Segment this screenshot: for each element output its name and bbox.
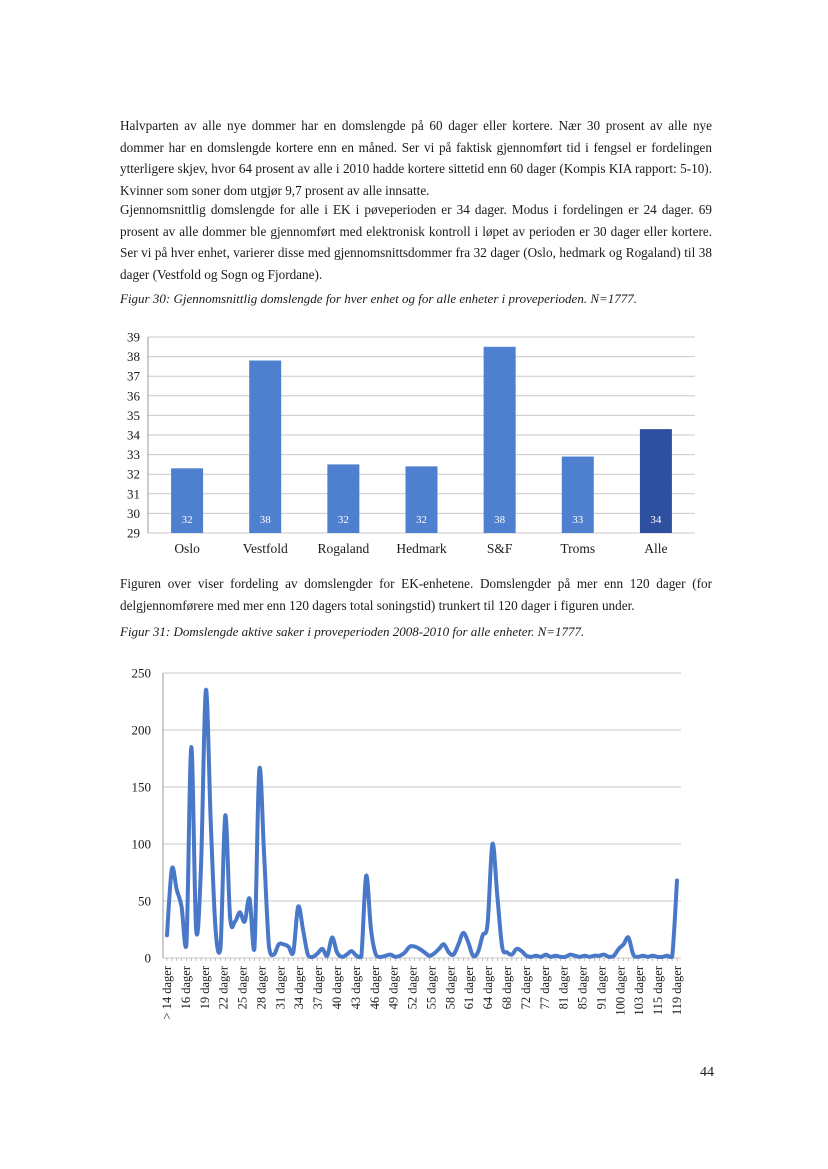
line-data-point <box>569 954 571 956</box>
line-data-point <box>385 955 387 957</box>
line-data-point <box>200 866 202 868</box>
line-data-point <box>467 941 469 943</box>
line-data-point <box>574 955 576 957</box>
figure-30-caption: Figur 30: Gjennomsnittlig domslengde for hver enhet og for alle enheter i proveperioden. N=1777. <box>120 291 638 306</box>
line-data-point <box>186 944 188 946</box>
line-data-point <box>317 953 319 955</box>
line-data-point <box>190 746 192 748</box>
line-x-tick-label: 115 dager <box>651 966 666 1016</box>
line-data-point <box>394 956 396 958</box>
line-y-tick-label: 200 <box>131 722 151 738</box>
line-data-point <box>224 815 226 817</box>
line-data-point <box>195 929 197 931</box>
line-data-point <box>326 955 328 957</box>
line-data-point <box>220 948 222 950</box>
line-data-point <box>676 880 678 882</box>
line-data-point <box>399 955 401 957</box>
bar-data-label: 32 <box>181 514 193 526</box>
line-data-point <box>540 956 542 958</box>
line-data-point <box>370 929 372 931</box>
bar-y-tick-label: 32 <box>127 466 140 482</box>
line-data-point <box>632 954 634 956</box>
bar-data-label: 38 <box>494 514 506 526</box>
line-data-point <box>545 954 547 956</box>
bar-y-tick-label: 38 <box>127 349 140 365</box>
bar-y-tick-label: 35 <box>127 407 140 423</box>
line-data-point <box>560 956 562 958</box>
line-x-tick-label: 25 dager <box>235 966 250 1010</box>
line-data-point <box>496 895 498 897</box>
line-data-point <box>360 956 362 958</box>
line-data-point <box>404 952 406 954</box>
bar-y-tick-label: 29 <box>127 525 140 541</box>
bar-y-tick-label: 37 <box>127 368 140 384</box>
line-data-point <box>254 948 256 950</box>
line-data-point <box>428 955 430 957</box>
bar-y-tick-label: 30 <box>127 505 140 521</box>
line-data-point <box>594 955 596 957</box>
line-data-point <box>618 948 620 950</box>
line-data-point <box>472 955 474 957</box>
line-data-point <box>603 954 605 956</box>
line-data-point <box>380 956 382 958</box>
line-data-point <box>657 956 659 958</box>
line-data-point <box>477 952 479 954</box>
line-data-point <box>215 929 217 931</box>
line-x-tick-label: 85 dager <box>575 966 590 1010</box>
bar-y-tick-label: 31 <box>127 486 140 502</box>
line-data-point <box>210 820 212 822</box>
line-data-point <box>550 956 552 958</box>
bar-category-label: Oslo <box>174 541 200 556</box>
line-data-point <box>535 955 537 957</box>
line-y-tick-label: 150 <box>131 779 151 795</box>
line-data-point <box>506 952 508 954</box>
line-data-point <box>564 956 566 958</box>
line-data-point <box>356 955 358 957</box>
line-data-point <box>642 955 644 957</box>
line-y-tick-label: 0 <box>144 950 151 966</box>
line-data-point <box>258 769 260 771</box>
line-x-tick-label: 91 dager <box>594 966 609 1010</box>
line-data-point <box>263 855 265 857</box>
line-data-point <box>482 934 484 936</box>
line-x-tick-label: 22 dager <box>216 966 231 1010</box>
line-data-point <box>671 956 673 958</box>
line-data-point <box>229 917 231 919</box>
line-data-point <box>283 944 285 946</box>
line-x-tick-label: 31 dager <box>273 966 288 1010</box>
bar-category-label: Troms <box>560 541 596 556</box>
line-x-tick-label: 81 dager <box>556 966 571 1010</box>
line-data-point <box>409 946 411 948</box>
line-x-tick-label: 19 dager <box>197 966 212 1010</box>
line-data-point <box>414 946 416 948</box>
line-data-point <box>390 954 392 956</box>
figure-31-caption: Figur 31: Domslengde aktive saker i proveperioden 2008-2010 for alle enheter. N=1777. <box>120 624 585 639</box>
line-x-tick-label: 77 dager <box>537 966 552 1010</box>
line-x-tick-label: 119 dager <box>670 966 684 1016</box>
line-x-tick-label: 28 dager <box>254 966 269 1010</box>
bar-category-label: Rogaland <box>317 541 370 556</box>
bar-y-tick-label: 36 <box>127 388 140 404</box>
line-data-point <box>176 889 178 891</box>
bar-y-tick-label: 34 <box>127 427 140 443</box>
line-data-point <box>526 955 528 957</box>
line-x-tick-label: 43 dager <box>348 966 363 1010</box>
line-data-point <box>501 946 503 948</box>
line-data-point <box>521 950 523 952</box>
line-y-tick-label: 100 <box>131 836 151 852</box>
line-data-point <box>419 948 421 950</box>
line-data-point <box>662 956 664 958</box>
line-x-tick-label: 37 dager <box>311 966 326 1010</box>
line-data-point <box>443 944 445 946</box>
line-data-point <box>166 934 168 936</box>
line-data-point <box>647 956 649 958</box>
bar-y-tick-label: 33 <box>127 447 140 463</box>
line-data-point <box>424 952 426 954</box>
line-data-point <box>666 955 668 957</box>
line-data-point <box>288 946 290 948</box>
line-data-point <box>365 875 367 877</box>
line-data-point <box>292 952 294 954</box>
line-data-point <box>239 912 241 914</box>
line-x-tick-label: 61 dager <box>462 966 477 1010</box>
line-x-tick-label: 58 dager <box>443 966 458 1010</box>
bar-data-label: 33 <box>572 514 584 526</box>
line-data-point <box>278 944 280 946</box>
line-data-point <box>530 956 532 958</box>
line-data-point <box>487 923 489 925</box>
bar-category-label: Vestfold <box>242 541 288 556</box>
line-x-tick-label: 46 dager <box>367 966 382 1010</box>
bar-category-label: Alle <box>644 541 668 556</box>
line-data-point <box>453 954 455 956</box>
bar-category-label: Hedmark <box>396 541 447 556</box>
line-data-point <box>438 948 440 950</box>
line-x-tick-label: 72 dager <box>518 966 533 1010</box>
line-data-point <box>234 921 236 923</box>
line-x-tick-label: 68 dager <box>500 966 514 1010</box>
paragraph-sentence-lengths: Halvparten av alle nye dommer har en domslengde på 60 dager eller kortere. Nær 30 prosent av alle nye dommer har en domslengde kortere enn en måned. Ser vi på faktisk gjennomført tid i fengsel er fordelingen ytterligere skjev, hvor 64 prosent av alle i 2010 hadde kortere sittetid enn 60 dager (Kompis KIA rapport: 5-10). Kvinner som soner dom utgjør 9,7 prosent av alle innsatte. <box>120 118 712 198</box>
bar-data-label: 38 <box>259 514 271 526</box>
line-data-point <box>462 932 464 934</box>
line-data-point <box>341 956 343 958</box>
bar-data-label: 32 <box>337 514 349 526</box>
line-data-point <box>375 954 377 956</box>
bar-category-label: S&F <box>486 541 513 556</box>
line-data-point <box>312 956 314 958</box>
paragraph-average-length: Gjennomsnittlig domslengde for alle i EK i pøveperioden er 34 dager. Modus i fordelingen er 24 dager. 69 prosent av alle dommer ble gjennomført med elektronisk kontroll i løpet av perioden er 30 dager eller kortere. Ser vi på hver enhet, varierer disse med gjennomsnittsdommer fra 32 dager (Oslo, hedmark og Rogaland) til 38 dager (Vestfold og Sogn og Fjordane). <box>120 202 712 282</box>
line-data-point <box>589 956 591 958</box>
line-data-point <box>448 952 450 954</box>
line-data-point <box>516 948 518 950</box>
page-number: 44 <box>700 1065 714 1080</box>
line-y-tick-label: 50 <box>138 893 151 909</box>
line-x-tick-label: 49 dager <box>386 966 401 1010</box>
line-x-tick-label: 40 dager <box>330 966 344 1010</box>
bar-data-label: 32 <box>416 514 427 526</box>
line-data-point <box>171 868 173 870</box>
line-x-tick-label: 100 dager <box>613 966 628 1016</box>
line-data-point <box>584 955 586 957</box>
line-data-point <box>181 906 183 908</box>
line-data-point <box>336 952 338 954</box>
line-y-tick-label: 250 <box>131 665 151 681</box>
line-data-point <box>346 954 348 956</box>
line-x-tick-label: 64 dager <box>481 966 496 1010</box>
line-data-point <box>268 946 270 948</box>
paragraph-figure-description: Figuren over viser fordeling av domslengder for EK-enhetene. Domslengder på mer enn 120 dager (for delgjennomførere med mer enn 120 dagers total soningstid) trunkert til 120 dager i figuren under. <box>120 576 712 613</box>
line-data-point <box>351 950 353 952</box>
line-data-point <box>637 956 639 958</box>
line-data-point <box>492 843 494 845</box>
line-data-point <box>458 944 460 946</box>
line-data-point <box>652 955 654 957</box>
line-x-tick-label: > 14 dager <box>160 966 174 1020</box>
line-x-tick-label: 55 dager <box>424 966 439 1010</box>
line-data-point <box>297 906 299 908</box>
line-data-point <box>322 948 324 950</box>
line-data-point <box>249 898 251 900</box>
line-data-point <box>608 956 610 958</box>
line-data-point <box>331 937 333 939</box>
line-data-point <box>598 955 600 957</box>
line-x-tick-label: 34 dager <box>292 966 307 1010</box>
line-data-point <box>433 953 435 955</box>
line-data-point <box>273 954 275 956</box>
line-data-point <box>511 954 513 956</box>
line-data-point <box>302 929 304 931</box>
line-data-point <box>244 921 246 923</box>
line-data-point <box>307 954 309 956</box>
bar-data-label: 34 <box>650 514 662 526</box>
line-data-point <box>205 689 207 691</box>
line-data-point <box>628 937 630 939</box>
line-data-point <box>579 956 581 958</box>
line-x-tick-label: 16 dager <box>178 966 193 1010</box>
bar-y-tick-label: 39 <box>127 329 140 345</box>
line-x-tick-label: 52 dager <box>405 966 420 1010</box>
line-data-point <box>555 955 557 957</box>
line-x-tick-label: 103 dager <box>632 966 647 1016</box>
line-data-point <box>613 955 615 957</box>
line-data-point <box>623 944 625 946</box>
